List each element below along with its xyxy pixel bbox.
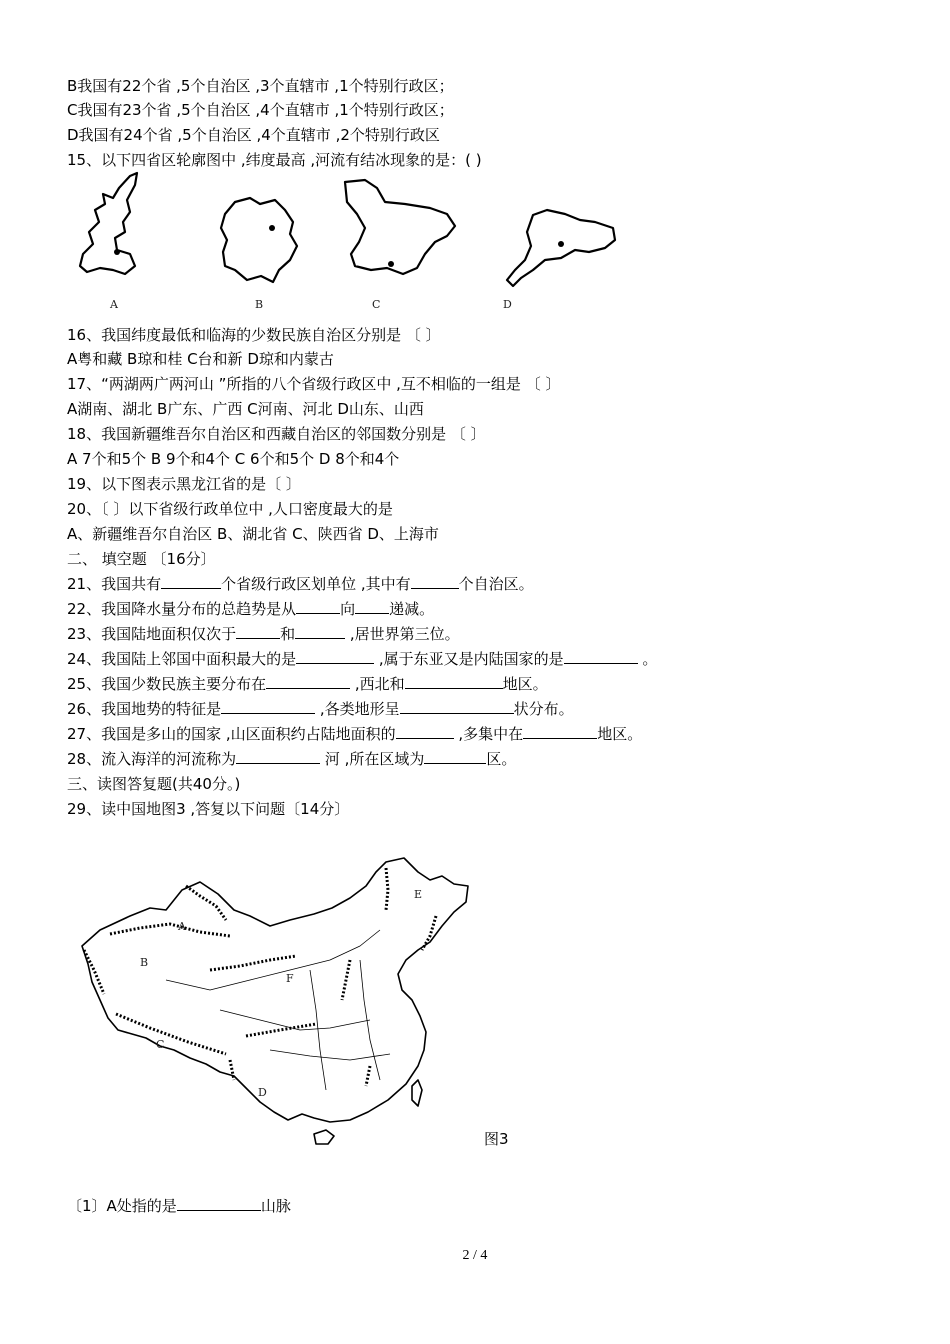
inner-border-3 — [270, 1050, 390, 1060]
mountain-range-2 — [110, 924, 230, 936]
q23-blank-1 — [236, 624, 280, 639]
q28-blank-1 — [236, 749, 320, 764]
option-c-14: C我国有23个省 ,5个自治区 ,4个直辖市 ,1个特别行政区； — [67, 101, 454, 119]
map-label-b: B — [140, 956, 149, 969]
q26-blank-1 — [221, 699, 315, 714]
map-label-d: D — [258, 1086, 267, 1099]
question-24 — [67, 649, 657, 669]
mountain-range-6 — [386, 868, 388, 910]
q26-text-a: 26、我国地势的特征是 — [67, 700, 222, 718]
q26-text-c: 状分布。 — [513, 700, 574, 718]
question-16-options: A粤和藏 B琼和桂 C台和新 D琼和内蒙古 — [67, 350, 334, 368]
question-17: 17、“两湖两广两河山 ”所指的八个省级行政区中 ,互不相临的一组是 〔 〕 — [67, 375, 561, 393]
question-21 — [67, 574, 534, 594]
q23-text-a: 23、我国陆地面积仅次于 — [67, 625, 237, 643]
mountain-range-1 — [186, 886, 226, 920]
map-label-a: A — [178, 920, 186, 933]
q24-text-b: ,属于东亚又是内陆国家的是 — [374, 650, 564, 668]
q24-blank-1 — [296, 649, 374, 664]
q26-text-b: ,各类地形呈 — [315, 700, 400, 718]
question-19: 19、以下图表示黑龙江省的是〔 〕 — [67, 475, 301, 493]
q24-text-c: 。 — [637, 650, 658, 668]
q23-text-c: ,居世界第三位。 — [345, 625, 460, 643]
q25-blank-1 — [266, 674, 350, 689]
hainan-outline — [314, 1130, 334, 1144]
map-label-c: C — [156, 1038, 165, 1051]
question-20: 20、〔 〕以下省级行政单位中 ,人口密度最大的是 — [67, 500, 393, 518]
q29-1-text-b: 山脉 — [260, 1197, 291, 1215]
page-number: 2 / 4 — [462, 1248, 488, 1263]
option-b-14: B我国有22个省 ,5个自治区 ,3个直辖市 ,1个特别行政区； — [67, 77, 454, 95]
section-2-heading: 二、 填空题 〔16分〕 — [67, 550, 216, 568]
outline-a — [80, 173, 137, 274]
q25-blank-2 — [405, 674, 503, 689]
outline-b — [221, 198, 297, 282]
q24-blank-2 — [564, 649, 638, 664]
q27-text-a: 27、我国是多山的国家 ,山区面积约占陆地面积的 — [67, 725, 396, 743]
question-28 — [67, 749, 516, 769]
map-label-f: F — [286, 972, 294, 985]
q25-text-a: 25、我国少数民族主要分布在 — [67, 675, 267, 693]
option-d-14: D我国有24个省 ,5个自治区 ,4个直辖市 ,2个特别行政区 — [67, 126, 440, 144]
q22-blank-2 — [355, 599, 389, 614]
mountain-range-10 — [230, 1060, 234, 1080]
fig15-label-a: A — [110, 298, 118, 311]
question-29-1 — [67, 1196, 291, 1216]
q22-text-a: 22、我国降水量分布的总趋势是从 — [67, 600, 297, 618]
q27-text-b: ,多集中在 — [453, 725, 524, 743]
china-outline — [82, 858, 468, 1122]
fig15-label-c: C — [372, 298, 381, 311]
q21-blank-1 — [161, 574, 221, 589]
province-outlines-figure — [75, 170, 620, 320]
q21-text-a: 21、我国共有 — [67, 575, 162, 593]
mountain-range-8 — [342, 960, 350, 1000]
figure-3-caption: 图3 — [484, 1130, 509, 1148]
map-label-e: E — [414, 888, 423, 901]
inner-border-4 — [310, 970, 326, 1090]
question-23 — [67, 624, 460, 644]
outline-d — [507, 210, 615, 286]
q29-1-blank — [177, 1196, 261, 1211]
question-22 — [67, 599, 434, 619]
question-25 — [67, 674, 548, 694]
section-3-heading: 三、读图答复题(共40分。) — [67, 775, 241, 793]
outline-c — [345, 180, 455, 274]
mountain-range-11 — [366, 1066, 370, 1086]
fig15-label-b: B — [255, 298, 264, 311]
q21-text-c: 个自治区。 — [458, 575, 534, 593]
q25-text-b: ,西北和 — [350, 675, 405, 693]
question-15: 15、以下四省区轮廓图中 ,纬度最高 ,河流有结冰现象的是：( ) — [67, 151, 482, 169]
q23-text-b: 和 — [280, 625, 296, 643]
inner-border-1 — [166, 930, 380, 990]
question-18: 18、我国新疆维吾尔自治区和西藏自治区的邻国数分别是 〔 〕 — [67, 425, 486, 443]
q28-text-c: 区。 — [486, 750, 517, 768]
q22-text-b: 向 — [340, 600, 356, 618]
q21-text-b: 个省级行政区划单位 ,其中有 — [221, 575, 411, 593]
q27-blank-1 — [396, 724, 454, 739]
question-18-options: A 7个和5个 B 9个和4个 C 6个和5个 D 8个和4个 — [67, 450, 400, 468]
q27-text-c: 地区。 — [597, 725, 643, 743]
question-17-options: A湖南、湖北 B广东、广西 C河南、河北 D山东、山西 — [67, 400, 424, 418]
q27-blank-2 — [523, 724, 597, 739]
q23-blank-2 — [295, 624, 345, 639]
q29-1-text-a: 〔1〕A处指的是 — [67, 1197, 177, 1215]
question-29: 29、读中国地图3 ,答复以下问题〔14分〕 — [67, 800, 350, 818]
q22-blank-1 — [296, 599, 340, 614]
q21-blank-2 — [411, 574, 459, 589]
question-26 — [67, 699, 574, 719]
mountain-range-5 — [210, 956, 296, 970]
question-20-options: A、新疆维吾尔自治区 B、湖北省 C、陕西省 D、上海市 — [67, 525, 439, 543]
q24-text-a: 24、我国陆上邻国中面积最大的是 — [67, 650, 297, 668]
q22-text-c: 递减。 — [389, 600, 435, 618]
question-16: 16、我国纬度最低和临海的少数民族自治区分别是 〔 〕 — [67, 326, 441, 344]
mountain-range-7 — [422, 916, 436, 950]
q25-text-c: 地区。 — [502, 675, 548, 693]
q28-text-a: 28、流入海洋的河流称为 — [67, 750, 237, 768]
question-27 — [67, 724, 642, 744]
q28-text-b: 河 ,所在区域为 — [320, 750, 425, 768]
fig15-label-d: D — [503, 298, 512, 311]
q26-blank-2 — [400, 699, 514, 714]
q28-blank-2 — [424, 749, 486, 764]
taiwan-outline — [412, 1080, 422, 1106]
